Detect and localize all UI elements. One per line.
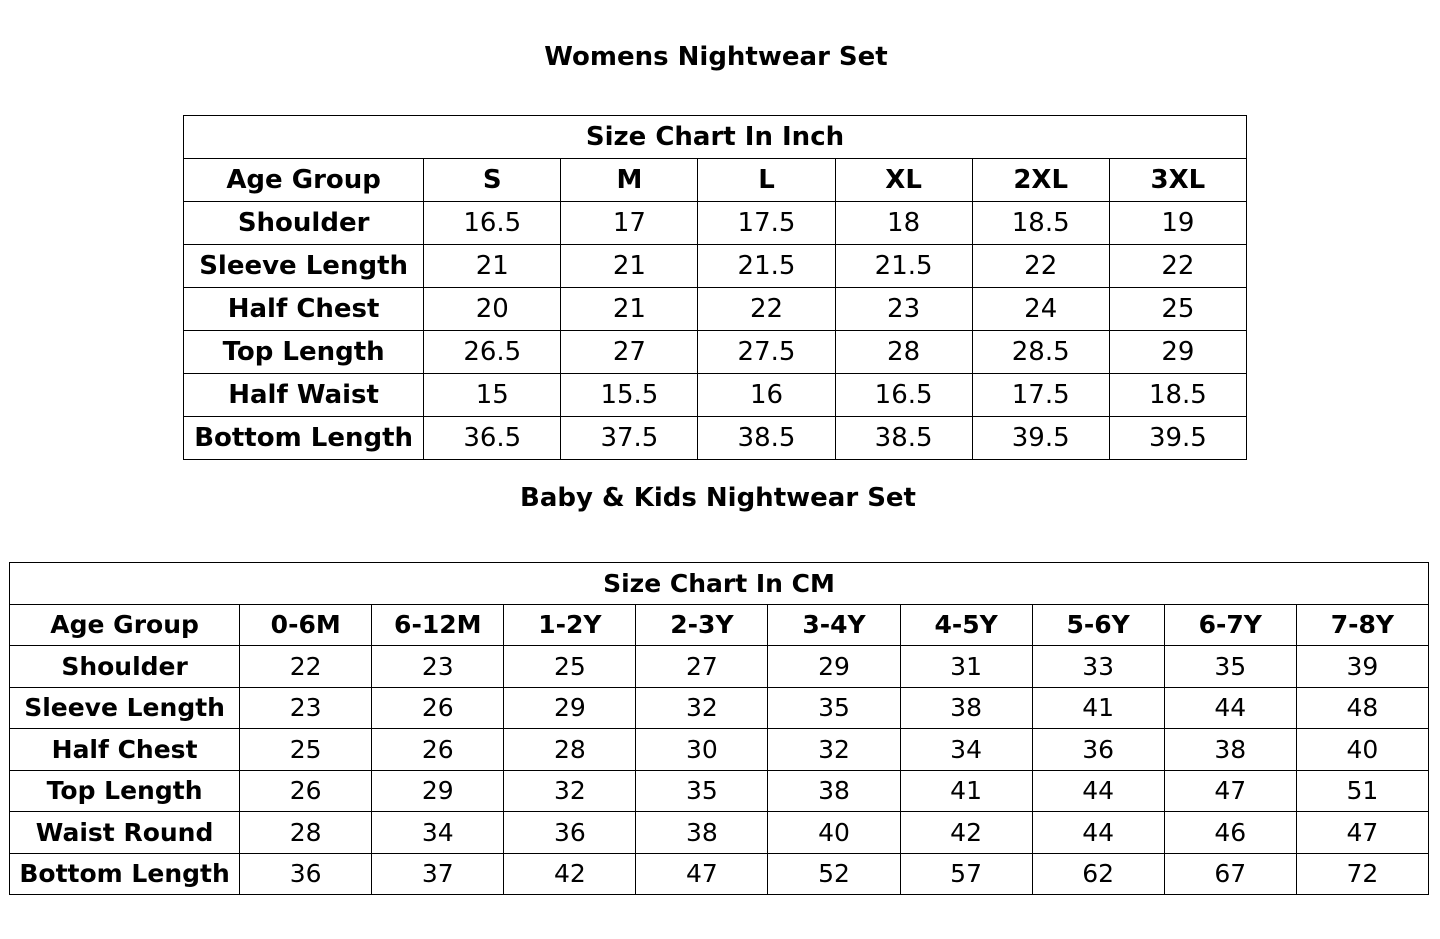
value-cell: 26 [372,687,504,729]
size-header-cell: 0-6M [240,604,372,646]
value-cell: 41 [1032,687,1164,729]
value-cell: 39.5 [972,417,1109,460]
value-cell: 29 [372,770,504,812]
table-row [184,245,1247,288]
size-header-cell: 7-8Y [1296,604,1428,646]
size-header-cell: 3-4Y [768,604,900,646]
size-header-cell: L [698,159,835,202]
size-header-cell: S [424,159,561,202]
value-cell: 32 [504,770,636,812]
value-cell: 21 [424,245,561,288]
value-cell: 31 [900,646,1032,688]
value-cell: 25 [504,646,636,688]
value-cell: 32 [636,687,768,729]
value-cell: 19 [1109,202,1246,245]
size-header-cell: 4-5Y [900,604,1032,646]
table-row [10,646,1429,688]
row-label-cell: Sleeve Length [184,245,424,288]
value-cell: 17.5 [972,374,1109,417]
table-row [184,417,1247,460]
value-cell: 16 [698,374,835,417]
value-cell: 44 [1164,687,1296,729]
value-cell: 21 [561,288,698,331]
size-header-cell: 6-7Y [1164,604,1296,646]
table-header-row [184,159,1247,202]
value-cell: 22 [698,288,835,331]
size-header-cell: 1-2Y [504,604,636,646]
size-header-cell: M [561,159,698,202]
value-cell: 39 [1296,646,1428,688]
row-label-cell: Shoulder [10,646,240,688]
value-cell: 37 [372,853,504,895]
value-cell: 28 [504,729,636,771]
value-cell: 35 [1164,646,1296,688]
row-label-cell: Shoulder [184,202,424,245]
value-cell: 21 [561,245,698,288]
row-label-cell: Waist Round [10,812,240,854]
value-cell: 38 [900,687,1032,729]
value-cell: 20 [424,288,561,331]
row-label-cell: Top Length [184,331,424,374]
table-row [184,331,1247,374]
table-caption-row [184,116,1247,159]
value-cell: 16.5 [424,202,561,245]
value-cell: 37.5 [561,417,698,460]
size-header-cell: 6-12M [372,604,504,646]
value-cell: 26.5 [424,331,561,374]
value-cell: 29 [504,687,636,729]
value-cell: 62 [1032,853,1164,895]
value-cell: 29 [1109,331,1246,374]
value-cell: 48 [1296,687,1428,729]
value-cell: 36 [1032,729,1164,771]
value-cell: 38 [768,770,900,812]
size-header-cell: 5-6Y [1032,604,1164,646]
value-cell: 36 [240,853,372,895]
value-cell: 32 [768,729,900,771]
value-cell: 40 [1296,729,1428,771]
value-cell: 44 [1032,812,1164,854]
value-cell: 21.5 [835,245,972,288]
value-cell: 39.5 [1109,417,1246,460]
row-label-cell: Half Chest [10,729,240,771]
value-cell: 18.5 [1109,374,1246,417]
table-row [10,687,1429,729]
table-row [184,202,1247,245]
kids-section-title: Baby & Kids Nightwear Set [520,483,916,513]
value-cell: 24 [972,288,1109,331]
size-header-cell: 3XL [1109,159,1246,202]
value-cell: 27 [636,646,768,688]
value-cell: 17.5 [698,202,835,245]
row-label-cell: Bottom Length [10,853,240,895]
row-label-cell: Top Length [10,770,240,812]
table-row [184,374,1247,417]
value-cell: 38 [636,812,768,854]
value-cell: 67 [1164,853,1296,895]
value-cell: 72 [1296,853,1428,895]
value-cell: 22 [240,646,372,688]
value-cell: 23 [372,646,504,688]
value-cell: 17 [561,202,698,245]
value-cell: 15.5 [561,374,698,417]
value-cell: 21.5 [698,245,835,288]
value-cell: 26 [372,729,504,771]
size-header-cell: 2-3Y [636,604,768,646]
womens-section-title: Womens Nightwear Set [544,42,888,72]
womens-table-body [184,116,1247,460]
value-cell: 46 [1164,812,1296,854]
value-cell: 25 [240,729,372,771]
value-cell: 15 [424,374,561,417]
value-cell: 38 [1164,729,1296,771]
value-cell: 16.5 [835,374,972,417]
value-cell: 22 [1109,245,1246,288]
value-cell: 30 [636,729,768,771]
value-cell: 33 [1032,646,1164,688]
value-cell: 29 [768,646,900,688]
value-cell: 36 [504,812,636,854]
value-cell: 18 [835,202,972,245]
value-cell: 57 [900,853,1032,895]
value-cell: 27 [561,331,698,374]
womens-size-table [183,115,1247,460]
table-row [10,812,1429,854]
value-cell: 40 [768,812,900,854]
header-label-cell: Age Group [184,159,424,202]
value-cell: 38.5 [835,417,972,460]
table-row [10,729,1429,771]
row-label-cell: Sleeve Length [10,687,240,729]
row-label-cell: Bottom Length [184,417,424,460]
value-cell: 34 [372,812,504,854]
value-cell: 34 [900,729,1032,771]
table-caption: Size Chart In Inch [184,116,1247,159]
table-header-row [10,604,1429,646]
row-label-cell: Half Waist [184,374,424,417]
size-header-cell: XL [835,159,972,202]
table-row [184,288,1247,331]
table-caption: Size Chart In CM [10,563,1429,605]
size-header-cell: 2XL [972,159,1109,202]
header-label-cell: Age Group [10,604,240,646]
value-cell: 41 [900,770,1032,812]
value-cell: 47 [636,853,768,895]
value-cell: 23 [835,288,972,331]
value-cell: 35 [768,687,900,729]
value-cell: 38.5 [698,417,835,460]
value-cell: 51 [1296,770,1428,812]
value-cell: 27.5 [698,331,835,374]
value-cell: 47 [1164,770,1296,812]
table-row [10,853,1429,895]
value-cell: 25 [1109,288,1246,331]
value-cell: 42 [900,812,1032,854]
table-caption-row [10,563,1429,605]
kids-size-table [9,562,1429,895]
value-cell: 28 [835,331,972,374]
value-cell: 44 [1032,770,1164,812]
value-cell: 23 [240,687,372,729]
value-cell: 18.5 [972,202,1109,245]
kids-table-body [10,563,1429,895]
value-cell: 42 [504,853,636,895]
table-row [10,770,1429,812]
value-cell: 47 [1296,812,1428,854]
row-label-cell: Half Chest [184,288,424,331]
value-cell: 28 [240,812,372,854]
value-cell: 35 [636,770,768,812]
value-cell: 26 [240,770,372,812]
value-cell: 28.5 [972,331,1109,374]
value-cell: 36.5 [424,417,561,460]
value-cell: 52 [768,853,900,895]
value-cell: 22 [972,245,1109,288]
